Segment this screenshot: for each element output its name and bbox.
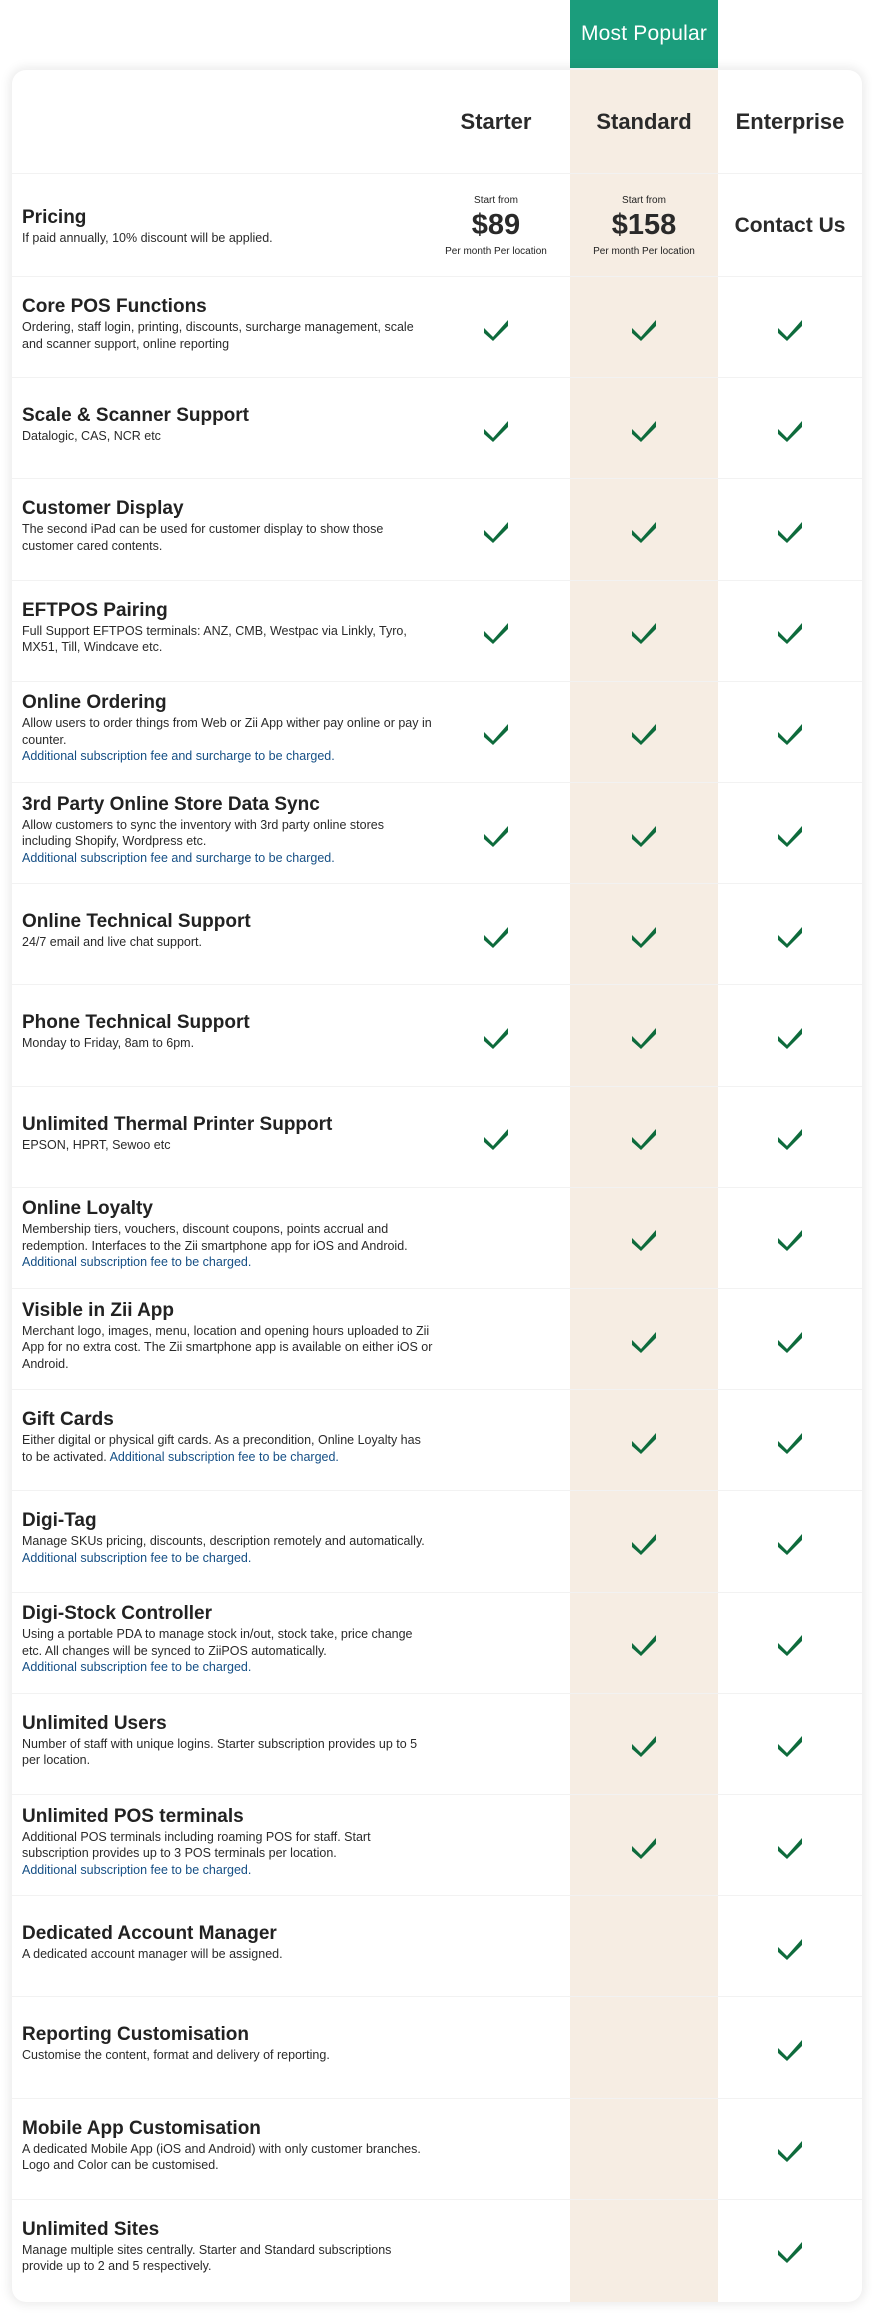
feature-desc: [22, 715, 434, 748]
cell-standard: [570, 378, 718, 479]
check-icon: [631, 1833, 657, 1859]
feature-fee-note: Additional subscription fee and surcharge to be charged.: [22, 850, 335, 865]
feature-desc-text: 24/7 email and live chat support.: [22, 935, 202, 950]
feature-info: [22, 1805, 434, 1879]
check-icon: [777, 517, 803, 543]
feature-desc-text: Ordering, staff login, printing, discounts, surcharge management, scale and scanner support, online reporting: [22, 320, 414, 351]
feature-desc: [22, 1221, 434, 1254]
check-icon: [631, 1731, 657, 1757]
cell-enterprise: [718, 2200, 862, 2301]
plan-name: Standard: [596, 108, 692, 134]
pricing-row: [12, 173, 862, 277]
feature-info: [22, 1509, 434, 1566]
cell-enterprise: [718, 1289, 862, 1390]
check-icon: [777, 618, 803, 644]
feature-desc-text: Either digital or physical gift cards. As a precondition, Online Loyalty has to be activated.: [22, 1433, 421, 1464]
check-icon: [631, 1630, 657, 1656]
price-starter: [422, 174, 570, 277]
cell-enterprise: [718, 1390, 862, 1491]
cell-standard: [570, 1997, 718, 2098]
cell-starter: [422, 2099, 570, 2200]
check-icon: [631, 1428, 657, 1454]
feature-desc: [22, 2047, 434, 2064]
cell-starter: [422, 378, 570, 479]
feature-row: [12, 1693, 862, 1795]
feature-desc: [22, 319, 434, 352]
check-icon: [777, 2237, 803, 2263]
feature-desc-text: Datalogic, CAS, NCR etc: [22, 429, 161, 444]
cell-standard: [570, 1896, 718, 1997]
cell-enterprise: [718, 1593, 862, 1694]
check-icon: [483, 719, 509, 745]
cell-standard: [570, 1694, 718, 1795]
feature-title: Core POS Functions: [22, 296, 207, 317]
feature-desc-text: Additional POS terminals including roaming POS for staff. Start subscription provides up to 3 POS terminals per location.: [22, 1829, 371, 1860]
cell-standard: [570, 884, 718, 985]
feature-title: Digi-Tag: [22, 1510, 97, 1532]
feature-title: Unlimited Thermal Printer Support: [22, 1113, 333, 1135]
feature-title: Online Loyalty: [22, 1198, 153, 1220]
price-standard: [570, 174, 718, 277]
feature-desc-text: Customise the content, format and delivery of reporting.: [22, 2048, 330, 2063]
check-icon: [631, 517, 657, 543]
check-icon: [777, 2136, 803, 2162]
check-icon: [777, 1428, 803, 1454]
feature-desc-text: A dedicated account manager will be assigned.: [22, 1947, 283, 1962]
feature-row: [12, 681, 862, 783]
feature-title: Unlimited Users: [22, 1712, 167, 1734]
feature-desc-text: Number of staff with unique logins. Starter subscription provides up to 5 per location.: [22, 1736, 418, 1768]
feature-info: [22, 1602, 434, 1676]
feature-desc-text: Merchant logo, images, menu, location and opening hours uploaded to Zii App for no extra cost. The Zii smartphone app is available on either iOS or Android.: [22, 1323, 433, 1371]
cell-enterprise: [718, 2099, 862, 2200]
feature-desc: [22, 521, 434, 554]
feature-title: Online Technical Support: [22, 911, 251, 933]
feature-title: EFTPOS Pairing: [22, 599, 168, 621]
feature-desc: [22, 1137, 434, 1154]
feature-info: [22, 599, 434, 656]
cell-enterprise: [718, 1997, 862, 2098]
check-icon: [777, 821, 803, 847]
feature-row: [12, 580, 862, 682]
cell-standard: [570, 1188, 718, 1289]
check-icon: [631, 1225, 657, 1251]
cell-enterprise: [718, 1795, 862, 1896]
cell-enterprise: [718, 581, 862, 682]
check-icon: [777, 315, 803, 341]
cell-enterprise: [718, 985, 862, 1086]
check-icon: [777, 1225, 803, 1251]
cell-enterprise: [718, 277, 862, 378]
cell-standard: [570, 2200, 718, 2301]
feature-title: Dedicated Account Manager: [22, 1923, 277, 1945]
feature-title: Visible in Zii App: [22, 1299, 175, 1321]
cell-enterprise: [718, 479, 862, 580]
cell-enterprise: [718, 884, 862, 985]
feature-row: [12, 1288, 862, 1390]
feature-row: [12, 276, 862, 378]
cell-starter: [422, 884, 570, 985]
feature-info: [22, 1712, 434, 1769]
plan-name: Enterprise: [735, 108, 845, 134]
check-icon: [777, 1023, 803, 1049]
feature-desc: [22, 1533, 434, 1550]
pricing-title: Pricing: [22, 207, 87, 228]
feature-fee-note: Additional subscription fee to be charged.: [22, 1660, 252, 1675]
feature-row: [12, 1996, 862, 2098]
feature-desc-text: Allow customers to sync the inventory with 3rd party online stores including Shopify, Wordpress etc.: [22, 817, 384, 848]
feature-row: [12, 782, 862, 884]
feature-desc: [22, 1432, 434, 1465]
check-icon: [631, 315, 657, 341]
feature-row: [12, 2199, 862, 2301]
plan-header-standard: [570, 70, 718, 173]
most-popular-badge: [570, 0, 718, 68]
feature-info: [22, 793, 434, 867]
check-icon: [777, 719, 803, 745]
cell-standard: [570, 1390, 718, 1491]
feature-fee-note: Additional subscription fee to be charged.: [22, 1255, 252, 1270]
feature-row: [12, 1389, 862, 1491]
cell-starter: [422, 1491, 570, 1592]
check-icon: [777, 1731, 803, 1757]
cell-starter: [422, 277, 570, 378]
check-icon: [483, 618, 509, 644]
feature-info: [22, 497, 434, 554]
plan-header-starter: [422, 70, 570, 173]
feature-fee-note: Additional subscription fee to be charged.: [22, 1862, 252, 1877]
cell-starter: [422, 2200, 570, 2301]
feature-info: [22, 910, 434, 951]
cell-enterprise: [718, 378, 862, 479]
feature-desc: [22, 1626, 434, 1659]
price-prefix: Start from: [474, 194, 518, 206]
most-popular-label: Most Popular: [580, 22, 708, 45]
cell-standard: [570, 1491, 718, 1592]
cell-starter: [422, 682, 570, 783]
check-icon: [631, 821, 657, 847]
cell-starter: [422, 1795, 570, 1896]
pricing-info: [22, 206, 434, 247]
check-icon: [483, 517, 509, 543]
feature-info: [22, 1408, 434, 1465]
cell-enterprise: [718, 1491, 862, 1592]
feature-info: [22, 2218, 434, 2275]
contact-us-link[interactable]: Contact Us: [734, 213, 846, 237]
check-icon: [483, 1124, 509, 1150]
feature-desc-text: Full Support EFTPOS terminals: ANZ, CMB, Westpac via Linkly, Tyro, MX51, Till, Windcave etc.: [22, 623, 407, 655]
feature-desc: [22, 1323, 434, 1373]
check-icon: [777, 1124, 803, 1150]
feature-desc: [22, 1035, 434, 1052]
feature-title: Customer Display: [22, 498, 184, 520]
check-icon: [777, 1934, 803, 1960]
feature-title: Digi-Stock Controller: [22, 1603, 213, 1625]
feature-desc-text: Manage SKUs pricing, discounts, description remotely and automatically.: [22, 1534, 425, 1549]
feature-info: [22, 1197, 434, 1271]
cell-standard: [570, 277, 718, 378]
feature-title: Phone Technical Support: [22, 1012, 250, 1034]
cell-starter: [422, 1289, 570, 1390]
cell-enterprise: [718, 1896, 862, 1997]
cell-standard: [570, 1087, 718, 1188]
check-icon: [777, 2035, 803, 2061]
cell-starter: [422, 1694, 570, 1795]
feature-desc: [22, 1829, 434, 1862]
cell-enterprise: [718, 682, 862, 783]
check-icon: [483, 416, 509, 442]
feature-desc-text: Membership tiers, vouchers, discount coupons, points accrual and redemption. Interfaces to the Zii smartphone app for iOS and Android.: [22, 1222, 408, 1253]
check-icon: [483, 315, 509, 341]
feature-row: [12, 1895, 862, 1997]
check-icon: [777, 416, 803, 442]
plan-name: Starter: [460, 108, 532, 134]
feature-info: [22, 1922, 434, 1963]
feature-desc-text: EPSON, HPRT, Sewoo etc: [22, 1137, 171, 1152]
feature-row: [12, 377, 862, 479]
feature-title: Mobile App Customisation: [22, 2117, 261, 2139]
check-icon: [631, 1124, 657, 1150]
feature-title: Online Ordering: [22, 692, 167, 714]
cell-standard: [570, 783, 718, 884]
feature-desc-text: Manage multiple sites centrally. Starter and Standard subscriptions provide up to 2 and 5 respectively.: [22, 2242, 392, 2274]
feature-title: 3rd Party Online Store Data Sync: [22, 793, 320, 815]
feature-info: [22, 691, 434, 765]
check-icon: [777, 1630, 803, 1656]
feature-info: [22, 1113, 434, 1154]
feature-row: [12, 1490, 862, 1592]
cell-standard: [570, 479, 718, 580]
feature-desc-text: Using a portable PDA to manage stock in/out, stock take, price change etc. All changes will be synced to ZiiPOS automatically.: [22, 1627, 413, 1658]
feature-desc: [22, 428, 434, 445]
price-suffix: Per month Per location: [445, 245, 547, 257]
feature-desc-text: Monday to Friday, 8am to 6pm.: [22, 1036, 195, 1051]
price-amount: $89: [471, 208, 521, 241]
check-icon: [631, 416, 657, 442]
cell-enterprise: [718, 783, 862, 884]
feature-desc: [22, 1946, 434, 1963]
check-icon: [631, 1529, 657, 1555]
feature-desc: [22, 934, 434, 951]
cell-starter: [422, 1896, 570, 1997]
cell-standard: [570, 1289, 718, 1390]
cell-starter: [422, 479, 570, 580]
cell-standard: [570, 682, 718, 783]
feature-row: [12, 478, 862, 580]
cell-standard: [570, 985, 718, 1086]
feature-desc: [22, 817, 434, 850]
feature-row: [12, 1592, 862, 1694]
feature-desc-text: A dedicated Mobile App (iOS and Android) with only customer branches. Logo and Color can be customised.: [22, 2141, 421, 2173]
feature-info: [22, 2023, 434, 2064]
price-prefix: Start from: [622, 194, 666, 206]
check-icon: [483, 922, 509, 948]
feature-row: [12, 1794, 862, 1896]
cell-enterprise: [718, 1694, 862, 1795]
price-enterprise: [718, 174, 862, 277]
pricing-desc: If paid annually, 10% discount will be applied.: [22, 231, 273, 245]
check-icon: [777, 922, 803, 948]
check-icon: [631, 618, 657, 644]
feature-desc: [22, 2242, 434, 2275]
cell-starter: [422, 1087, 570, 1188]
feature-info: [22, 1011, 434, 1052]
feature-info: [22, 404, 434, 445]
price-suffix: Per month Per location: [593, 245, 695, 257]
feature-title: Gift Cards: [22, 1409, 114, 1431]
plan-header-enterprise: [718, 70, 862, 173]
cell-starter: [422, 783, 570, 884]
feature-info: [22, 295, 434, 352]
cell-enterprise: [718, 1087, 862, 1188]
cell-standard: [570, 1593, 718, 1694]
feature-fee-note: Additional subscription fee to be charged.: [109, 1449, 339, 1464]
cell-standard: [570, 581, 718, 682]
cell-starter: [422, 985, 570, 1086]
cell-enterprise: [718, 1188, 862, 1289]
cell-starter: [422, 1390, 570, 1491]
check-icon: [483, 1023, 509, 1049]
check-icon: [777, 1833, 803, 1859]
feature-row: [12, 2098, 862, 2200]
check-icon: [483, 821, 509, 847]
feature-desc: [22, 2141, 434, 2174]
check-icon: [631, 719, 657, 745]
feature-desc-text: The second iPad can be used for customer display to show those customer cared contents.: [22, 522, 384, 553]
cell-standard: [570, 1795, 718, 1896]
cell-starter: [422, 581, 570, 682]
feature-info: [22, 2117, 434, 2174]
feature-row: [12, 1086, 862, 1188]
feature-title: Unlimited POS terminals: [22, 1805, 244, 1827]
check-icon: [631, 922, 657, 948]
feature-desc-text: Allow users to order things from Web or Zii App wither pay online or pay in counter.: [22, 716, 432, 747]
check-icon: [631, 1327, 657, 1353]
check-icon: [631, 1023, 657, 1049]
check-icon: [777, 1529, 803, 1555]
feature-title: Scale & Scanner Support: [22, 405, 250, 427]
feature-row: [12, 1187, 862, 1289]
feature-title: Unlimited Sites: [22, 2218, 160, 2240]
feature-desc: [22, 623, 434, 656]
feature-fee-note: Additional subscription fee to be charged.: [22, 1550, 252, 1565]
feature-row: [12, 883, 862, 985]
cell-starter: [422, 1997, 570, 2098]
price-amount: $158: [611, 208, 677, 241]
feature-desc: [22, 1736, 434, 1769]
feature-title: Reporting Customisation: [22, 2024, 249, 2046]
cell-starter: [422, 1593, 570, 1694]
check-icon: [777, 1327, 803, 1353]
pricing-comparison-table: [12, 70, 862, 2302]
feature-info: [22, 1299, 434, 1373]
feature-row: [12, 984, 862, 1086]
cell-standard: [570, 2099, 718, 2200]
feature-fee-note: Additional subscription fee and surcharge to be charged.: [22, 749, 335, 764]
plan-header-row: [12, 70, 862, 173]
cell-starter: [422, 1188, 570, 1289]
